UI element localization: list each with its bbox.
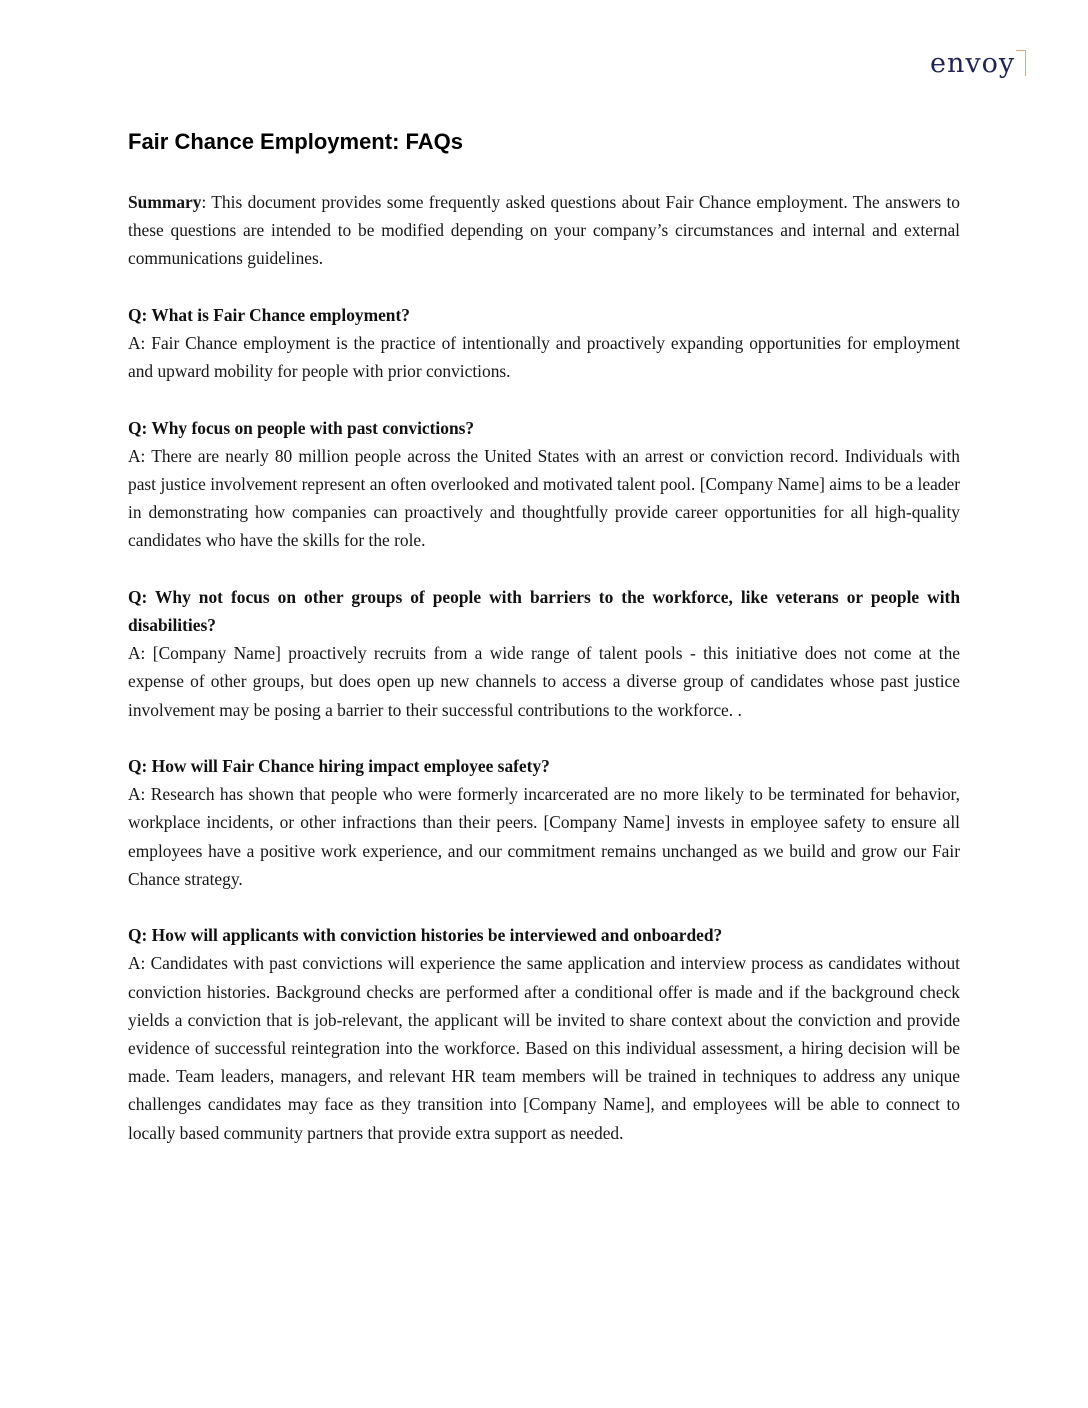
page-title: Fair Chance Employment: FAQs [128, 129, 463, 154]
faq-answer: A: Candidates with past convictions will experience the same application and interview process as candidates without conviction histories. Background checks are performed after a conditional offer is made and if the background check yields a conviction that is job-relevant, the applicant will be invited to share context about the conviction and provide evidence of successful reintegration into the workforce. Based on this individual assessment, a hiring decision will be made. Team leaders, managers, and relevant HR team members will be trained in techniques to address any unique challenges candidates may face as they transition into [Company Name], and employees will be able to connect to locally based community partners that provide extra support as needed. [128, 953, 960, 1143]
faq-answer: A: [Company Name] proactively recruits from a wide range of talent pools - this initiative does not come at the expense of other groups, but does open up new channels to access a diverse group of candidates whose past justice involvement may be posing a barrier to their successful contributions to the workforce. . [128, 643, 960, 720]
summary-paragraph [128, 188, 960, 273]
faq-item [128, 921, 960, 1147]
faq-question: Q: How will applicants with conviction histories be interviewed and onboarded? [128, 925, 723, 946]
faq-answer: A: There are nearly 80 million people across the United States with an arrest or conviction record. Individuals with past justice involvement represent an often overlooked and motivated talent pool. [Company Name] aims to be a leader in demonstrating how companies can proactively and thoughtfully provide career opportunities for all high-quality candidates who have the skills for the role. [128, 445, 960, 551]
faq-item [128, 583, 960, 724]
faq-item [128, 752, 960, 893]
faq-answer: A: Fair Chance employment is the practice of intentionally and proactively expanding opportunities for employment and upward mobility for people with prior convictions. [128, 333, 960, 382]
summary-text: : This document provides some frequently asked questions about Fair Chance employment. The answers to these questions are intended to be modified depending on your company’s circumstances and internal and external communications guidelines. [128, 192, 960, 269]
envoy-logo [930, 46, 1030, 86]
document-body [128, 188, 960, 1175]
faq-item [128, 301, 960, 386]
faq-question: Q: Why focus on people with past convictions? [128, 417, 475, 438]
faq-item [128, 414, 960, 555]
faq-question: Q: Why not focus on other groups of people with barriers to the workforce, like veterans or people with disabilities? [128, 586, 960, 635]
summary-label: Summary [128, 192, 202, 212]
logo-wordmark: envoy [930, 48, 1016, 79]
faq-question: Q: How will Fair Chance hiring impact employee safety? [128, 756, 550, 776]
logo-corner-bracket-icon [1016, 50, 1026, 76]
faq-answer: A: Research has shown that people who were formerly incarcerated are no more likely to be terminated for behavior, workplace incidents, or other infractions than their peers. [Company Name] invests in employee safety to ensure all employees have a positive work experience, and our commitment remains unchanged as we build and grow our Fair Chance strategy. [128, 784, 960, 889]
faq-question: Q: What is Fair Chance employment? [128, 304, 410, 325]
